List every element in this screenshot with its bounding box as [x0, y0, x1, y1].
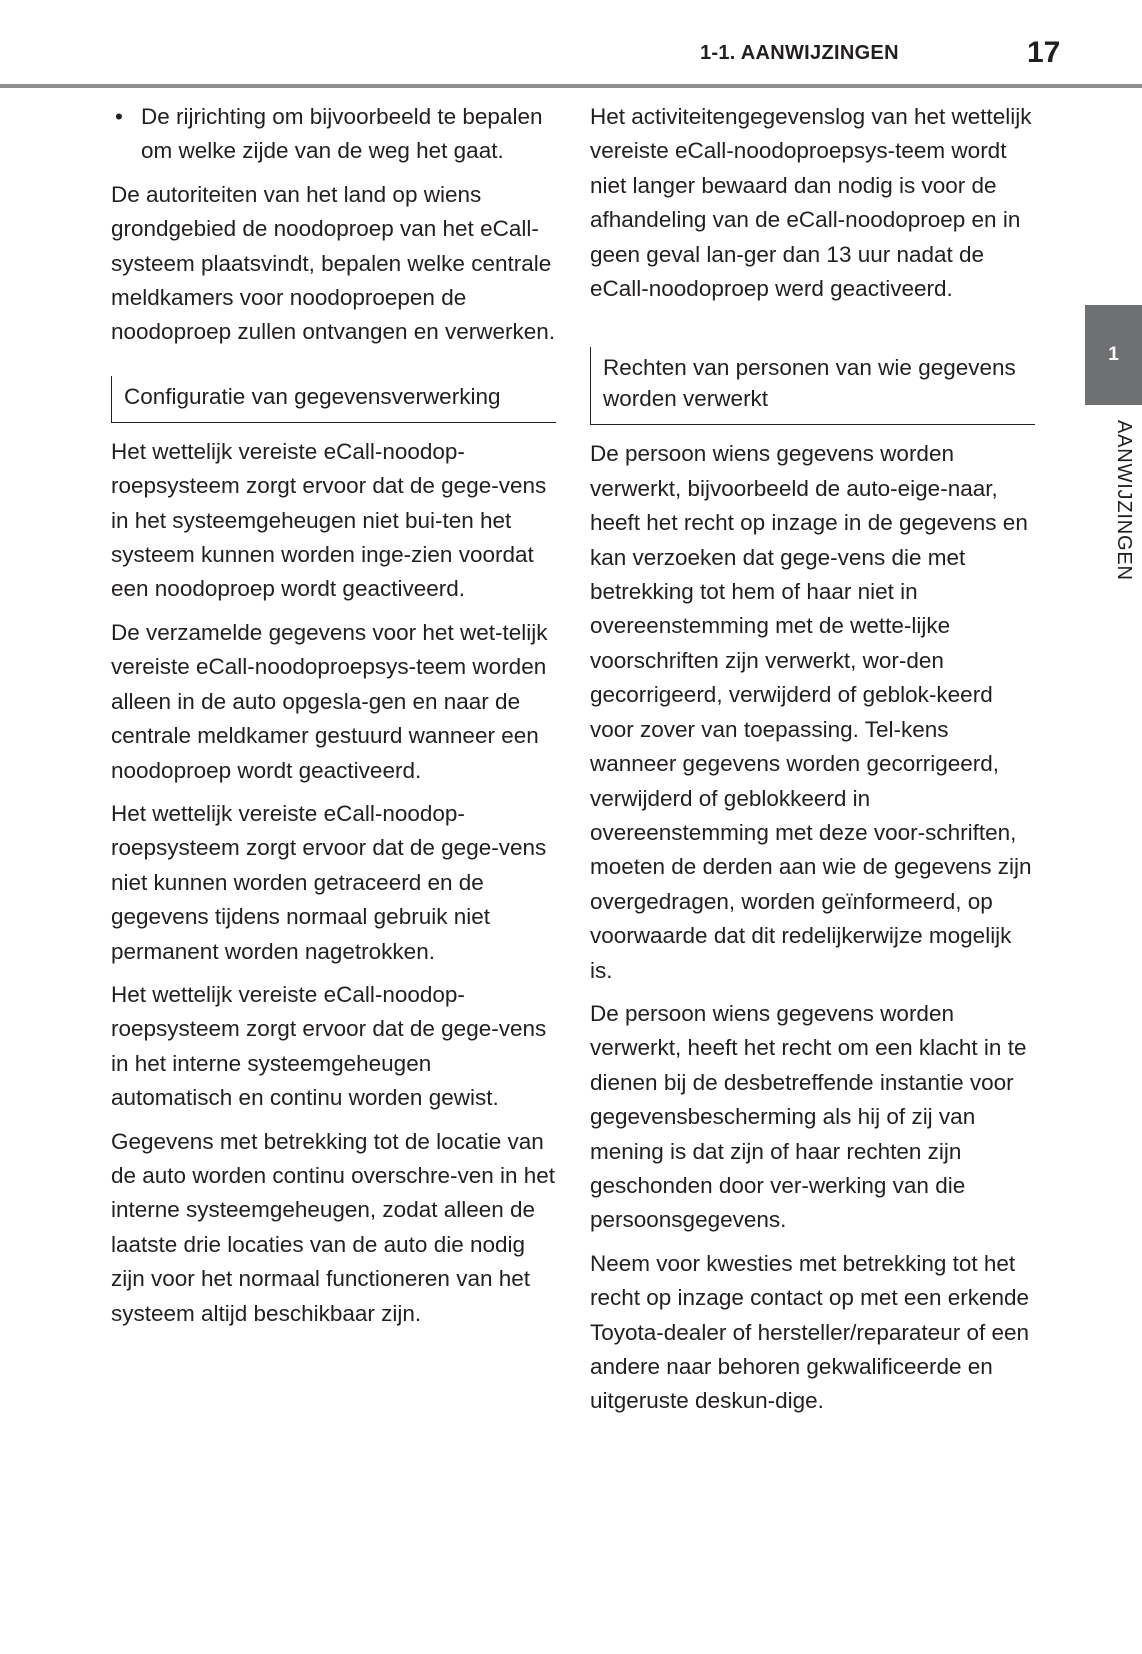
bullet-text: De rijrichting om bijvoorbeeld te bepalen om welke zijde van de weg het gaat. [141, 104, 543, 164]
paragraph: Het activiteitengegevenslog van het wettelijk vereiste eCall-noodoproepsys-teem wordt niet langer bewaard dan nodig is voor de afhandeling van de eCall-noodoproep en in geen geval lan-ger dan 13 uur nadat de eCall-noodoproep werd geactiveerd. [590, 104, 1032, 302]
paragraph: Het wettelijk vereiste eCall-noodop-roepsysteem zorgt ervoor dat de gege-vens in het interne systeemgeheugen automatisch en continu worden gewist. [111, 981, 547, 1111]
paragraph: Neem voor kwesties met betrekking tot het recht op inzage contact op met een erkende Toyota-dealer of hersteller/reparateur of een andere naar behoren gekwalificeerde en uitgeruste deskun-dige. [590, 1250, 1030, 1414]
section-heading-configuration: Configuratie van gegevensverwerking [111, 376, 556, 423]
paragraph: De persoon wiens gegevens worden verwerkt, heeft het recht om een klacht in te dienen bij de desbetreffende instantie voor gegevensbescherming als hij of zij van mening is dat zijn of haar rechten zijn geschonden door ver-werking van die persoonsgegevens. [590, 1000, 1027, 1233]
bullet-list-item [111, 100, 556, 169]
page-number: 17 [1027, 36, 1061, 69]
header-section-title: 1-1. AANWIJZINGEN [700, 42, 899, 64]
paragraph: Gegevens met betrekking tot de locatie van de auto worden continu overschre-ven in het interne systeemgeheugen, zodat alleen de laatste drie locaties van de auto die nodig zijn voor het normaal functioneren van het systeem altijd beschikbaar zijn. [111, 1128, 556, 1326]
chapter-number: 1 [1108, 344, 1119, 365]
paragraph: De verzamelde gegevens voor het wet-telijk vereiste eCall-noodoproepsys-teem worden alleen in de auto opgesla-gen en naar de centrale meldkamer gestuurd wanneer een noodoproep wordt geactiveerd. [111, 619, 548, 783]
section-heading-rights: Rechten van personen van wie gegevens worden verwerkt [590, 347, 1035, 425]
right-column [590, 100, 1035, 1428]
paragraph: Het wettelijk vereiste eCall-noodop-roepsysteem zorgt ervoor dat de gege-vens in het systeemgeheugen niet bui-ten het systeem kunnen worden inge-zien voordat een noodoproep wordt geactiveerd. [111, 438, 547, 602]
left-column [111, 100, 556, 1340]
chapter-tab [1085, 305, 1142, 405]
paragraph: De persoon wiens gegevens worden verwerkt, bijvoorbeeld de auto-eige-naar, heeft het recht op inzage in de gegevens en kan verzoeken dat gege-vens die met betrekking tot hem of haar niet in overeenstemming met de wette-lijke voorschriften zijn verwerkt, wor-den gecorrigeerd, verwijderd of geblok-keerd voor zover van toepassing. Tel-kens wanneer gegevens worden gecorrigeerd, verwijderd of geblokkeerd in overeenstemming met deze voor-schriften, moeten de derden aan wie de gegevens zijn overgedragen, worden geïnformeerd, op voorwaarde dat dit redelijkerwijze mogelijk is. [590, 441, 1032, 983]
bullet-dot-icon: • [115, 104, 123, 129]
paragraph: De autoriteiten van het land op wiens grondgebied de noodoproep van het eCall-systeem plaatsvindt, bepalen welke centrale meldkamers voor noodoproepen de noodoproep zullen ontvangen en verwerken. [111, 181, 556, 345]
paragraph: Het wettelijk vereiste eCall-noodop-roepsysteem zorgt ervoor dat de gege-vens niet kunnen worden getraceerd en de gegevens tijdens normaal gebruik niet permanent worden nagetrokken. [111, 800, 547, 964]
header-divider [0, 84, 1142, 88]
chapter-label: AANWIJZINGEN [1113, 420, 1135, 581]
